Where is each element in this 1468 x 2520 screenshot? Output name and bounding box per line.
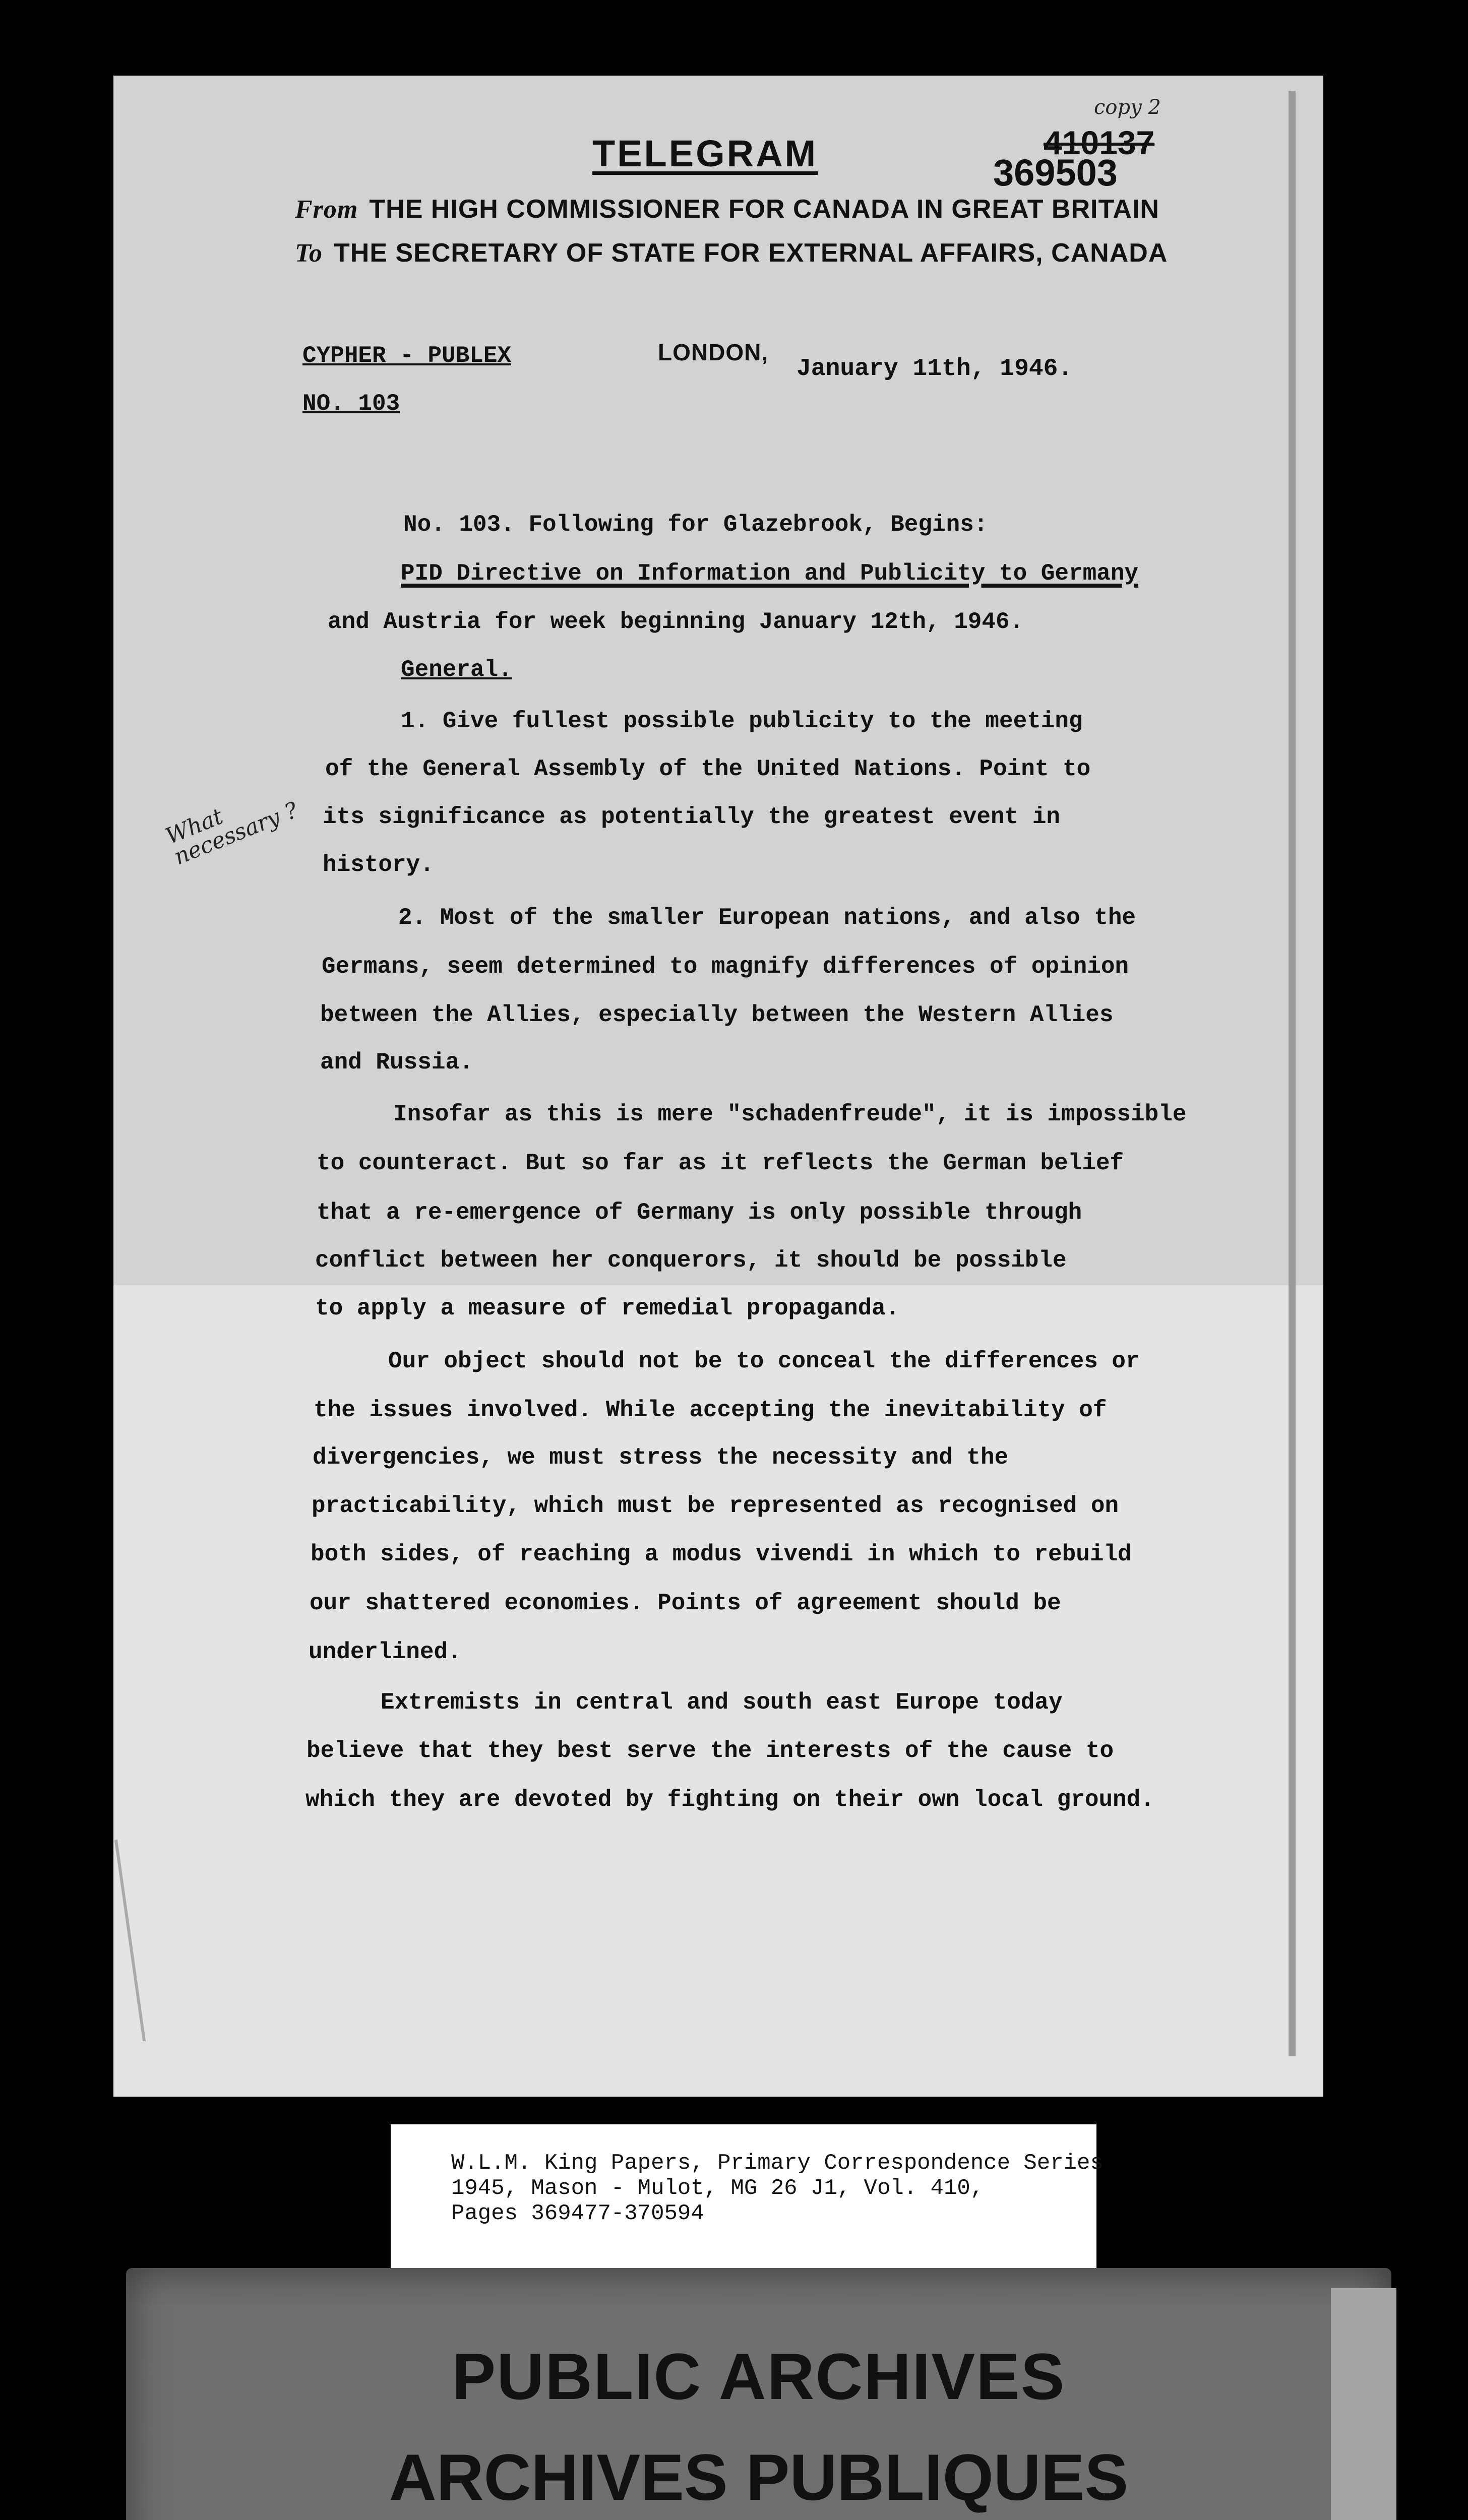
citation-line: 1945, Mason - Mulot, MG 26 J1, Vol. 410, [451,2176,984,2201]
body-line: both sides, of reaching a modus vivendi in which to rebuild [311,1541,1132,1567]
reference-number: 369503 [993,152,1118,194]
body-line: Extremists in central and south east Europe today [381,1689,1063,1716]
citation-line: W.L.M. King Papers, Primary Correspondence Series [451,2151,1104,2176]
city-label: LONDON, [658,339,769,365]
body-line: and Russia. [320,1049,473,1076]
body-line: to counteract. But so far as it reflects the German belief [317,1150,1124,1176]
body-line: practicability, which must be represented as recognised on [312,1493,1119,1519]
body-line: the issues involved. While accepting the inevitability of [314,1397,1107,1423]
telegram-number: NO. 103 [302,391,400,417]
body-line: PID Directive on Information and Publicity to Germany [401,560,1139,587]
body-line: underlined. [309,1639,462,1665]
body-line: General. [401,657,512,683]
struck-reference-number: 410137 [1044,124,1155,161]
handwritten-margin-note: What necessary ? [162,797,302,870]
body-line: No. 103. Following for Glazebrook, Begins: [403,512,988,538]
to-text: THE SECRETARY OF STATE FOR EXTERNAL AFFAIRS, CANADA [334,238,1168,268]
citation-line: Pages 369477-370594 [451,2201,704,2226]
stamp-line-french: ARCHIVES PUBLIQUES [389,2440,1129,2514]
body-line: divergencies, we must stress the necessity and the [313,1444,1009,1471]
to-line [295,238,1168,268]
body-line: our shattered economies. Points of agreement should be [310,1590,1061,1616]
body-line: of the General Assembly of the United Nations. Point to [325,756,1091,782]
telegram-title: TELEGRAM [592,133,818,174]
handwritten-copy-note: copy 2 [1094,96,1161,119]
body-line: which they are devoted by fighting on their own local ground. [305,1787,1154,1813]
from-text: THE HIGH COMMISSIONER FOR CANADA IN GREAT BRITAIN [369,195,1159,224]
body-line: its significance as potentially the greatest event in [323,804,1061,830]
stamp-line-english: PUBLIC ARCHIVES [452,2340,1066,2413]
body-line: Insofar as this is mere "schadenfreude", it is impossible [393,1101,1187,1127]
body-line: history. [323,852,434,878]
cypher-label: CYPHER - PUBLEX [302,343,512,369]
body-line: Our object should not be to conceal the differences or [388,1348,1140,1374]
telegram-date: January 11th, 1946. [797,355,1073,383]
body-line: 1. Give fullest possible publicity to the meeting [401,708,1083,734]
body-line: 2. Most of the smaller European nations, and also the [398,905,1136,931]
from-label: From [295,195,358,224]
archive-citation-label [391,2124,1104,2271]
from-line [295,194,1159,224]
body-line: believe that they best serve the interests of the cause to [307,1738,1114,1764]
body-line: that a re-emergence of Germany is only possible through [317,1200,1082,1226]
body-line: between the Allies, especially between the Western Allies [320,1002,1114,1028]
body-line: conflict between her conquerors, it should be possible [315,1247,1067,1274]
body-line: and Austria for week beginning January 12th, 1946. [328,609,1024,635]
body-line: Germans, seem determined to magnify differences of opinion [322,954,1129,980]
to-label: To [295,239,323,268]
body-line: to apply a measure of remedial propaganda. [315,1295,900,1321]
